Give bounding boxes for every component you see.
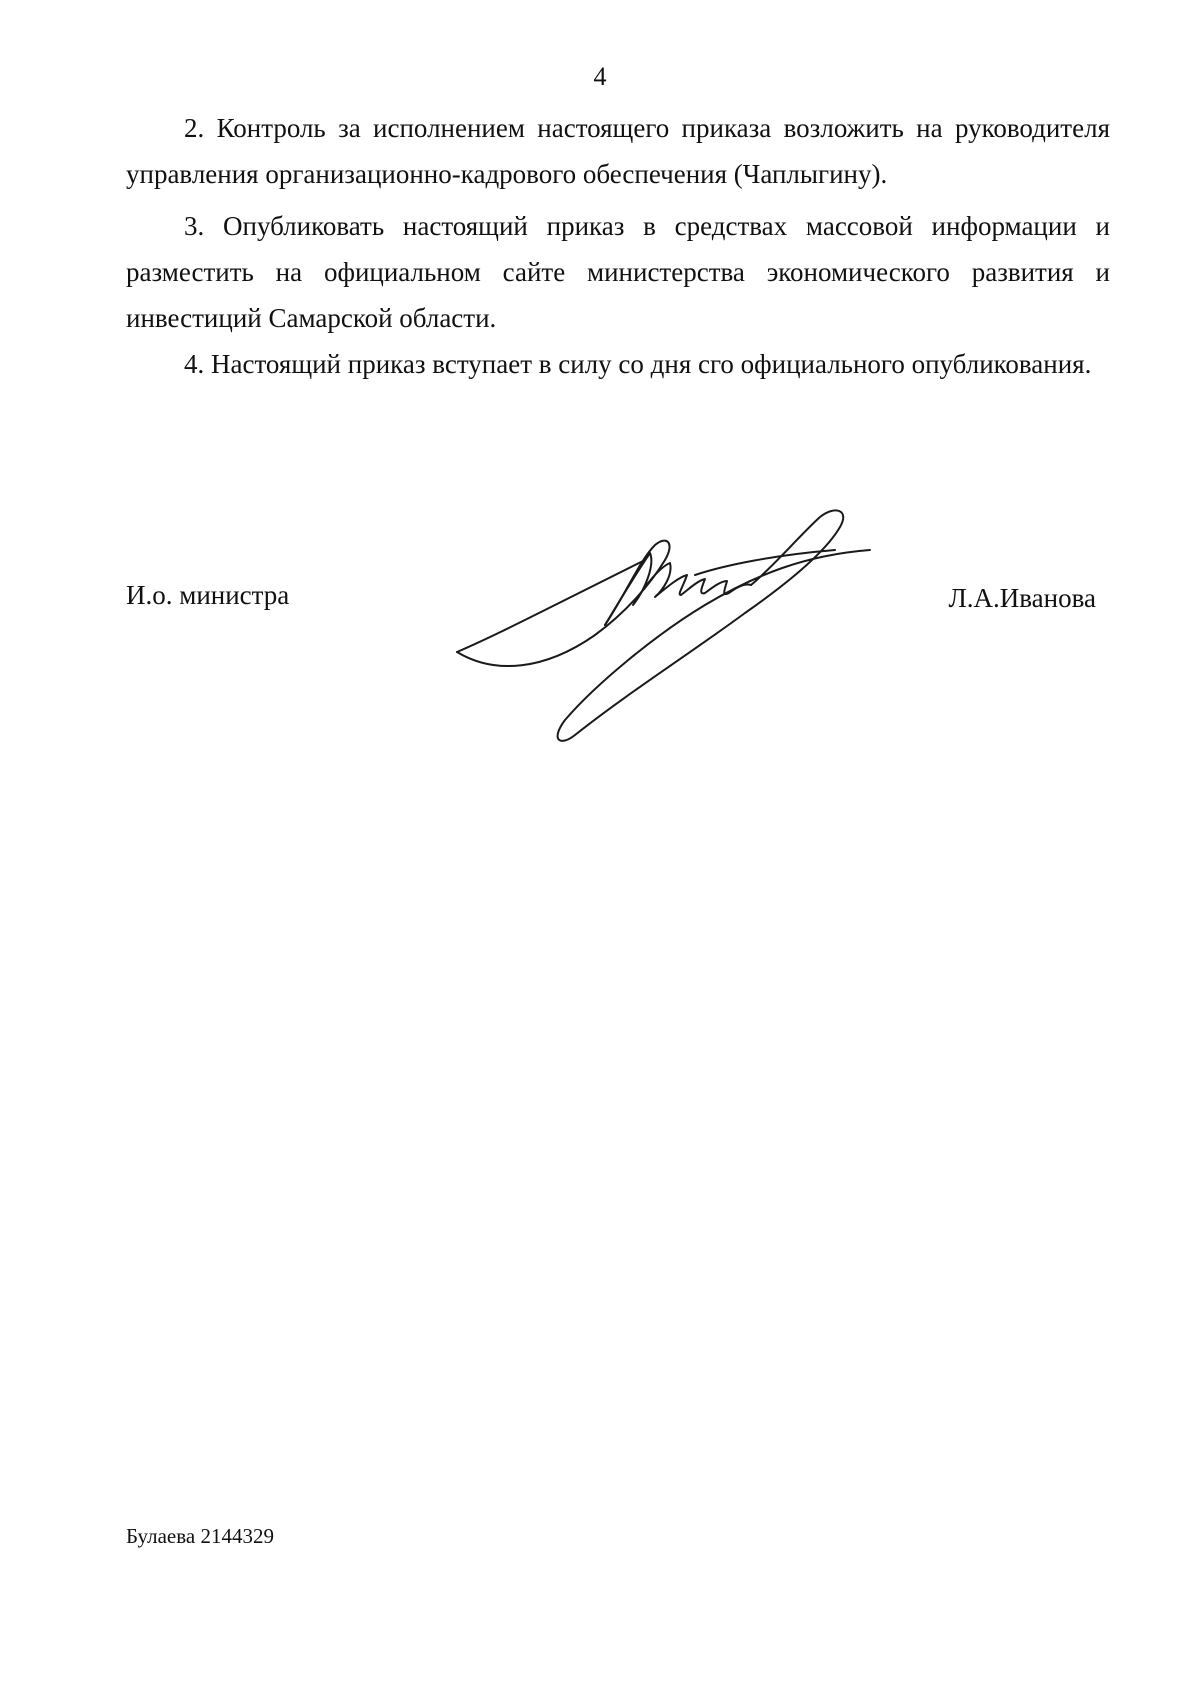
paragraph-2: 2. Контроль за исполнением настоящего приказа возложить на руководителя управления организационно-кадрового обеспечения (Чаплыгину). <box>126 113 1110 189</box>
signer-position: И.о. министра <box>126 580 290 610</box>
signer-name: Л.А.Иванова <box>948 583 1096 613</box>
paragraph-3: 3. Опубликовать настоящий приказ в средствах массовой информации и разместить на официальном сайте министерства экономического развития и инвестиций Самарской области. <box>126 211 1110 333</box>
paragraph-4: 4. Настоящий приказ вступает в силу со дня сго официального опубликования. <box>184 349 1092 379</box>
order-body <box>126 105 1110 387</box>
page-number: 4 <box>593 62 607 91</box>
handwritten-signature <box>455 505 925 745</box>
executor-contact: Булаева 2144329 <box>126 1524 274 1548</box>
